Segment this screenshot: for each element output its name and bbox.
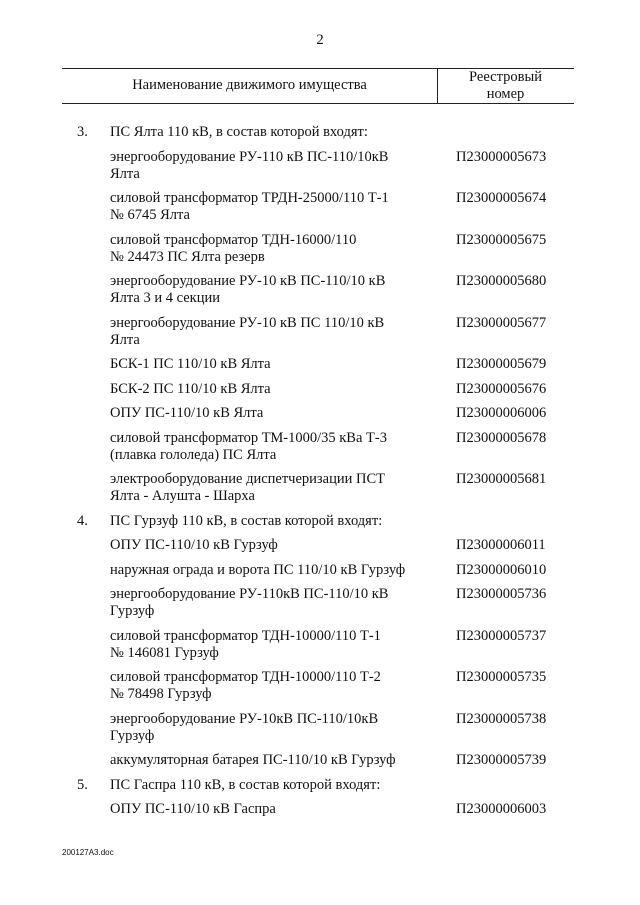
group-number: 3. xyxy=(77,124,88,140)
table-row xyxy=(0,273,640,307)
item-name xyxy=(110,430,440,464)
table-row xyxy=(0,628,640,662)
table-row xyxy=(0,711,640,745)
registry-number: П23000005673 xyxy=(456,148,547,165)
table-row xyxy=(0,752,640,769)
item-name xyxy=(110,315,440,349)
page-number: 2 xyxy=(316,32,324,48)
table-header-rule xyxy=(62,103,574,104)
item-name xyxy=(110,562,440,579)
table-row xyxy=(0,801,640,818)
registry-number: П23000005738 xyxy=(456,710,547,727)
item-name xyxy=(110,232,440,266)
registry-number: П23000005680 xyxy=(456,273,547,289)
item-name-line: энергооборудование РУ-110кВ ПС-110/10 кВ xyxy=(110,586,389,602)
item-name-line: аккумуляторная батарея ПС-110/10 кВ Гурзуф xyxy=(110,752,396,768)
registry-number: П23000006010 xyxy=(456,561,547,578)
item-name-line: силовой трансформатор ТДН-10000/110 Т-2 xyxy=(110,669,381,685)
item-name xyxy=(110,752,440,769)
item-name-line: ОПУ ПС-110/10 кВ Гурзуф xyxy=(110,537,278,553)
item-name-line: ОПУ ПС-110/10 кВ Ялта xyxy=(110,405,264,421)
table-row xyxy=(0,669,640,703)
item-name-line: (плавка гололеда) ПС Ялта xyxy=(110,446,277,463)
registry-number: П23000006006 xyxy=(456,405,547,421)
item-name xyxy=(110,190,440,224)
registry-number: П23000005679 xyxy=(456,356,547,372)
group-row xyxy=(0,513,640,530)
table-row xyxy=(0,430,640,464)
registry-number: П23000005739 xyxy=(456,752,547,768)
registry-number: П23000005675 xyxy=(456,231,547,248)
table-row xyxy=(0,356,640,373)
registry-number: П23000005678 xyxy=(456,429,547,446)
item-name-line: Гурзуф xyxy=(110,727,155,744)
column-header-registry xyxy=(437,69,574,103)
group-row xyxy=(0,777,640,794)
table-row xyxy=(0,232,640,266)
item-name-line: силовой трансформатор ТДН-16000/110 xyxy=(110,231,357,248)
group-number: 4. xyxy=(77,512,88,529)
column-header-registry-line2: номер xyxy=(486,86,525,102)
registry-number: П23000005674 xyxy=(456,190,547,206)
item-name-line: БСК-2 ПС 110/10 кВ Ялта xyxy=(110,380,271,397)
item-name xyxy=(110,537,440,554)
group-title: ПС Ялта 110 кВ, в состав которой входят: xyxy=(110,124,368,140)
item-name-line: силовой трансформатор ТРДН-25000/110 Т-1 xyxy=(110,190,389,206)
group-number: 5. xyxy=(77,776,88,793)
item-name-line: энергооборудование РУ-10кВ ПС-110/10кВ xyxy=(110,710,379,727)
item-name-line: электрооборудование диспетчеризации ПСТ xyxy=(110,471,385,487)
item-name xyxy=(110,149,440,183)
item-name-line: БСК-1 ПС 110/10 кВ Ялта xyxy=(110,356,271,372)
item-name-line: № 146081 Гурзуф xyxy=(110,644,219,661)
footer-filename: 200127А3.doc xyxy=(62,848,114,857)
item-name xyxy=(110,273,440,307)
item-name-line: Ялта xyxy=(110,331,140,348)
item-name-line: силовой трансформатор ТДН-10000/110 Т-1 xyxy=(110,627,381,644)
item-name-line: энергооборудование РУ-10 кВ ПС-110/10 кВ xyxy=(110,273,386,289)
item-name xyxy=(110,711,440,745)
table-row xyxy=(0,190,640,224)
item-name xyxy=(110,801,440,818)
group-title: ПС Гаспра 110 кВ, в состав которой входят: xyxy=(110,776,381,793)
registry-number: П23000005736 xyxy=(456,586,547,602)
item-name xyxy=(110,356,440,373)
registry-number: П23000005735 xyxy=(456,669,547,685)
table-row xyxy=(0,315,640,349)
group-row xyxy=(0,124,640,141)
column-header-name: Наименование движимого имущества xyxy=(132,77,367,93)
table-row xyxy=(0,471,640,505)
registry-number: П23000006003 xyxy=(456,801,547,817)
item-name-line: Ялта 3 и 4 секции xyxy=(110,290,220,306)
item-name-line: Ялта xyxy=(110,165,140,182)
item-name xyxy=(110,628,440,662)
item-name xyxy=(110,586,440,620)
item-name-line: № 24473 ПС Ялта резерв xyxy=(110,248,265,265)
registry-number: П23000005737 xyxy=(456,627,547,644)
group-title: ПС Гурзуф 110 кВ, в состав которой входят: xyxy=(110,512,383,529)
item-name-line: силовой трансформатор ТМ-1000/35 кВа Т-3 xyxy=(110,429,387,446)
item-name-line: Гурзуф xyxy=(110,603,155,619)
item-name-line: энергооборудование РУ-110 кВ ПС-110/10кВ xyxy=(110,148,389,165)
item-name-line: энергооборудование РУ-10 кВ ПС 110/10 кВ xyxy=(110,314,385,331)
table-row xyxy=(0,405,640,422)
registry-number: П23000005676 xyxy=(456,380,547,397)
registry-number: П23000006011 xyxy=(456,537,546,553)
column-header-registry-line1: Реестровый xyxy=(469,69,542,85)
item-name-line: Ялта - Алушта - Шарха xyxy=(110,488,255,504)
item-name-line: ОПУ ПС-110/10 кВ Гаспра xyxy=(110,801,276,817)
registry-number: П23000005681 xyxy=(456,471,547,487)
table-row xyxy=(0,537,640,554)
item-name-line: наружная ограда и ворота ПС 110/10 кВ Гурзуф xyxy=(110,561,406,578)
item-name xyxy=(110,471,440,505)
table-row xyxy=(0,149,640,183)
item-name xyxy=(110,381,440,398)
table-row xyxy=(0,381,640,398)
item-name xyxy=(110,405,440,422)
table-row xyxy=(0,562,640,579)
registry-number: П23000005677 xyxy=(456,314,547,331)
item-name-line: № 6745 Ялта xyxy=(110,207,190,223)
item-name xyxy=(110,669,440,703)
item-name-line: № 78498 Гурзуф xyxy=(110,686,212,702)
table-row xyxy=(0,586,640,620)
